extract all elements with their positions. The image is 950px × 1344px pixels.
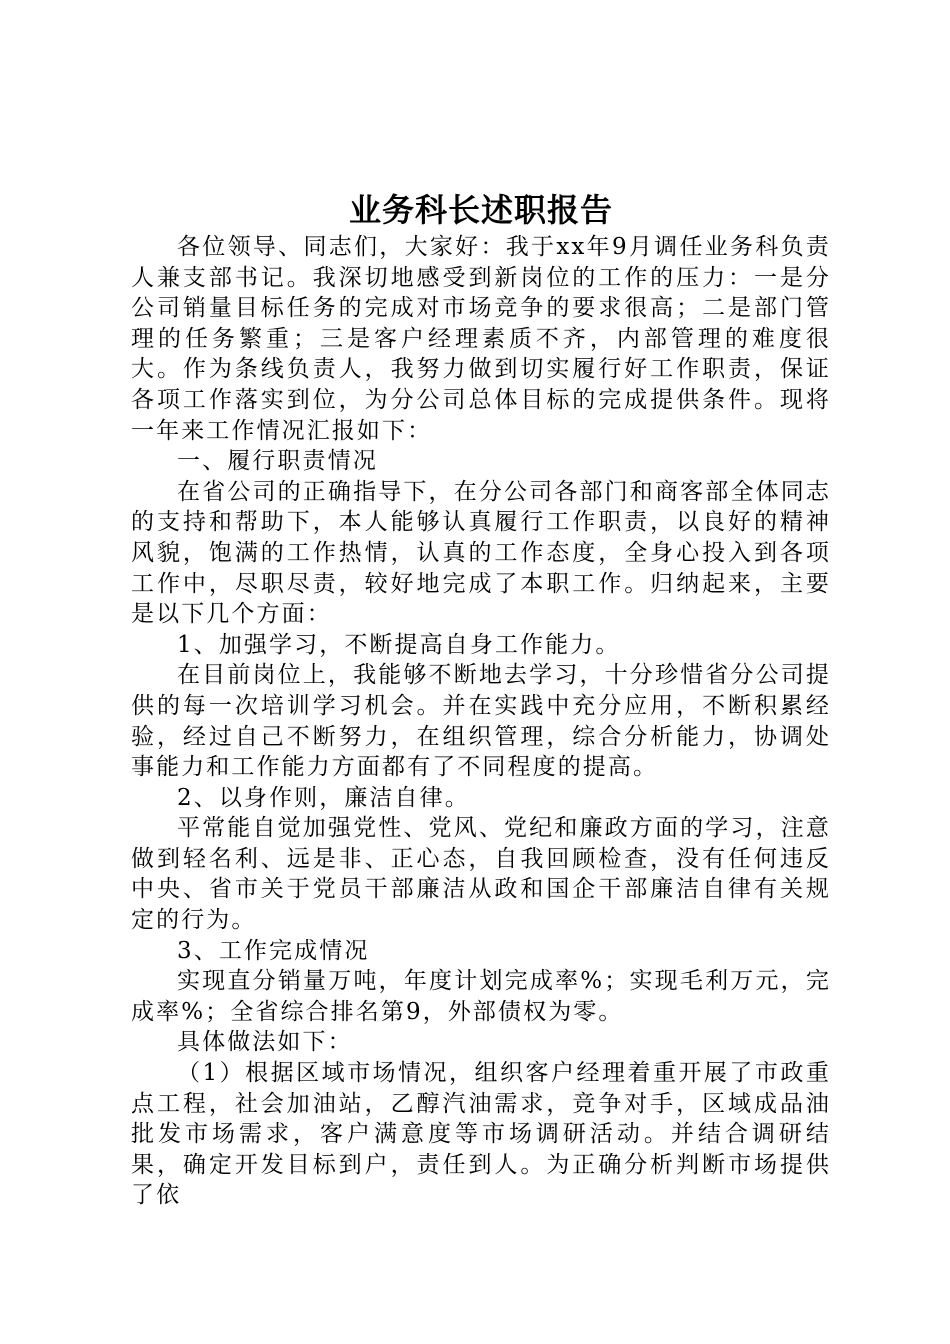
section-heading-duties: 一、履行职责情况	[177, 448, 378, 475]
paragraph-completion: 实现直分销量万吨，年度计划完成率%；实现毛利万元，完成率%；全省综合排名第9，外部债权为零。	[131, 968, 831, 1025]
document-page	[131, 188, 831, 1211]
document-body	[131, 232, 831, 1211]
paragraph-greeting: 各位领导、同志们，大家好：我于xx年9月调任业务科负责人兼支部书记。我深切地感受到新岗位的工作的压力：一是分公司销量目标任务的完成对市场竞争的要求很高；二是部门管理的任务繁重；三是客户经理素质不齐，内部管理的难度很大。作为条线负责人，我努力做到切实履行好工作职责，保证各项工作落实到位，为分公司总体目标的完成提供条件。现将一年来工作情况汇报如下：	[131, 234, 831, 444]
paragraph-study: 在目前岗位上，我能够不断地去学习，十分珍惜省分公司提供的每一次培训学习机会。并在实践中充分应用，不断积累经验，经过自己不断努力，在组织管理，综合分析能力，协调处事能力和工作能力方面都有了不同程度的提高。	[131, 662, 831, 781]
subheading-completion: 3、工作完成情况	[177, 937, 370, 964]
document-title: 业务科长述职报告	[348, 191, 613, 229]
subheading-integrity: 2、以身作则，廉洁自律。	[177, 784, 470, 811]
subheading-study: 1、加强学习，不断提高自身工作能力。	[177, 631, 621, 658]
paragraph-integrity: 平常能自觉加强党性、党风、党纪和廉政方面的学习，注意做到轻名利、远是非、正心态，自我回顾检查，没有任何违反中央、省市关于党员干部廉洁从政和国企干部廉洁自律有关规定的行为。	[131, 815, 831, 934]
paragraph-methods-intro: 具体做法如下：	[177, 1029, 353, 1056]
paragraph-method-1: （1）根据区域市场情况，组织客户经理着重开展了市政重点工程，社会加油站，乙醇汽油需求，竞争对手，区域成品油批发市场需求，客户满意度等市场调研活动。并结合调研结果，确定开发目标到户，责任到人。为正确分析判断市场提供了依	[131, 1060, 831, 1209]
paragraph-duties: 在省公司的正确指导下，在分公司各部门和商客部全体同志的支持和帮助下，本人能够认真履行工作职责，以良好的精神风貌，饱满的工作热情，认真的工作态度，全身心投入到各项工作中，尽职尽责，较好地完成了本职工作。归纳起来，主要是以下几个方面：	[131, 478, 831, 628]
